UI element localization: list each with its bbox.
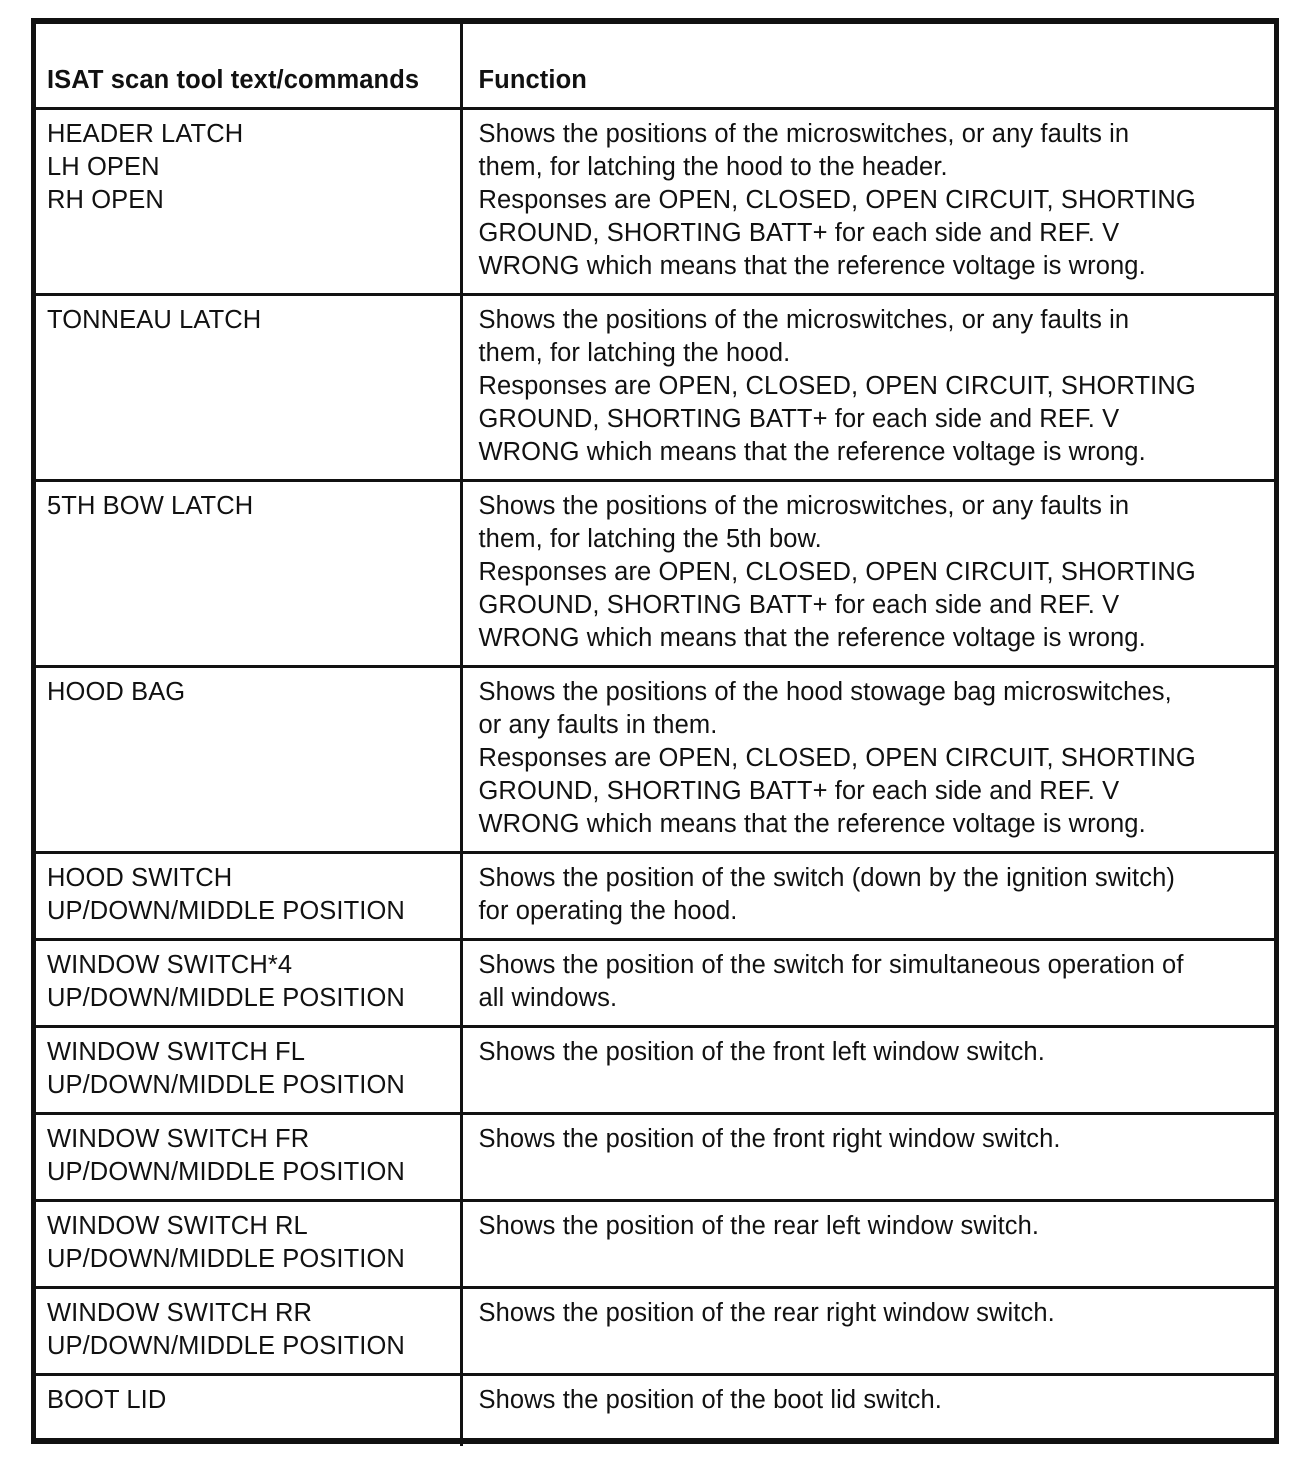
command-cell	[36, 1287, 461, 1374]
table-row	[36, 480, 1274, 666]
function-line: Shows the position of the front right window switch.	[478, 1124, 1061, 1153]
function-line: or any faults in them.	[478, 710, 718, 739]
command-line: 5TH BOW LATCH	[47, 491, 254, 520]
command-line: UP/DOWN/MIDDLE POSITION	[47, 896, 405, 925]
function-line: Shows the positions of the hood stowage bag microswitches,	[478, 677, 1172, 706]
table-row	[36, 666, 1274, 852]
table-header-row	[36, 24, 1274, 108]
table-row	[36, 1026, 1274, 1113]
function-line: Shows the position of the rear left window switch.	[478, 1211, 1040, 1240]
command-cell	[36, 480, 461, 666]
command-cell	[36, 939, 461, 1026]
command-line: BOOT LID	[47, 1385, 167, 1414]
command-cell	[36, 1026, 461, 1113]
command-line: WINDOW SWITCH RR	[47, 1298, 313, 1327]
function-cell	[461, 1113, 1274, 1200]
command-line: HOOD SWITCH	[47, 863, 233, 892]
header-command: ISAT scan tool text/commands	[36, 24, 461, 108]
table-row	[36, 1374, 1274, 1446]
function-line: Shows the position of the switch for simultaneous operation of	[478, 950, 1184, 979]
function-cell	[461, 1200, 1274, 1287]
command-line: UP/DOWN/MIDDLE POSITION	[47, 1070, 405, 1099]
function-line: WRONG which means that the reference voltage is wrong.	[478, 623, 1146, 652]
command-cell	[36, 1374, 461, 1446]
function-cell	[461, 852, 1274, 939]
command-line: WINDOW SWITCH*4	[47, 950, 293, 979]
command-line: HOOD BAG	[47, 677, 186, 706]
function-line: GROUND, SHORTING BATT+ for each side and REF. V	[478, 776, 1120, 805]
table-row	[36, 294, 1274, 480]
function-cell	[461, 939, 1274, 1026]
table-row	[36, 1287, 1274, 1374]
function-line: Shows the positions of the microswitches, or any faults in	[478, 305, 1130, 334]
function-line: them, for latching the 5th bow.	[478, 524, 822, 553]
command-cell	[36, 294, 461, 480]
function-cell	[461, 666, 1274, 852]
function-cell	[461, 1374, 1274, 1446]
command-line: UP/DOWN/MIDDLE POSITION	[47, 1331, 405, 1360]
isat-command-table	[36, 24, 1274, 1446]
command-line: UP/DOWN/MIDDLE POSITION	[47, 1244, 405, 1273]
function-line: GROUND, SHORTING BATT+ for each side and REF. V	[478, 590, 1120, 619]
header-function: Function	[461, 24, 1274, 108]
command-line: UP/DOWN/MIDDLE POSITION	[47, 983, 405, 1012]
function-line: Responses are OPEN, CLOSED, OPEN CIRCUIT, SHORTING	[478, 743, 1196, 772]
table-frame	[31, 18, 1279, 1444]
function-cell	[461, 1026, 1274, 1113]
function-line: WRONG which means that the reference voltage is wrong.	[478, 437, 1146, 466]
command-cell	[36, 666, 461, 852]
command-line: LH OPEN	[47, 152, 160, 181]
function-line: them, for latching the hood.	[478, 338, 791, 367]
function-line: for operating the hood.	[478, 896, 738, 925]
command-cell	[36, 1113, 461, 1200]
function-line: WRONG which means that the reference voltage is wrong.	[478, 251, 1146, 280]
command-line: TONNEAU LATCH	[47, 305, 262, 334]
command-line: WINDOW SWITCH FL	[47, 1037, 305, 1066]
command-line: HEADER LATCH	[47, 119, 244, 148]
function-cell	[461, 108, 1274, 294]
function-line: GROUND, SHORTING BATT+ for each side and REF. V	[478, 404, 1120, 433]
table-body	[36, 108, 1274, 1446]
function-line: them, for latching the hood to the header.	[478, 152, 948, 181]
function-line: Shows the position of the boot lid switch.	[478, 1385, 942, 1414]
command-cell	[36, 852, 461, 939]
function-line: Shows the positions of the microswitches, or any faults in	[478, 119, 1130, 148]
function-cell	[461, 294, 1274, 480]
command-line: UP/DOWN/MIDDLE POSITION	[47, 1157, 405, 1186]
table-row	[36, 939, 1274, 1026]
function-line: GROUND, SHORTING BATT+ for each side and REF. V	[478, 218, 1120, 247]
function-line: all windows.	[478, 983, 618, 1012]
function-line: Responses are OPEN, CLOSED, OPEN CIRCUIT, SHORTING	[478, 557, 1196, 586]
command-line: RH OPEN	[47, 185, 164, 214]
function-cell	[461, 480, 1274, 666]
function-line: Shows the position of the front left window switch.	[478, 1037, 1045, 1066]
command-line: WINDOW SWITCH FR	[47, 1124, 310, 1153]
command-cell	[36, 1200, 461, 1287]
function-line: Shows the position of the rear right window switch.	[478, 1298, 1055, 1327]
command-cell	[36, 108, 461, 294]
function-line: Responses are OPEN, CLOSED, OPEN CIRCUIT, SHORTING	[478, 185, 1196, 214]
function-line: Shows the position of the switch (down by the ignition switch)	[478, 863, 1175, 892]
table-row	[36, 1113, 1274, 1200]
table-row	[36, 108, 1274, 294]
function-line: WRONG which means that the reference voltage is wrong.	[478, 809, 1146, 838]
function-line: Shows the positions of the microswitches, or any faults in	[478, 491, 1130, 520]
function-cell	[461, 1287, 1274, 1374]
command-line: WINDOW SWITCH RL	[47, 1211, 308, 1240]
function-line: Responses are OPEN, CLOSED, OPEN CIRCUIT, SHORTING	[478, 371, 1196, 400]
table-row	[36, 1200, 1274, 1287]
table-row	[36, 852, 1274, 939]
